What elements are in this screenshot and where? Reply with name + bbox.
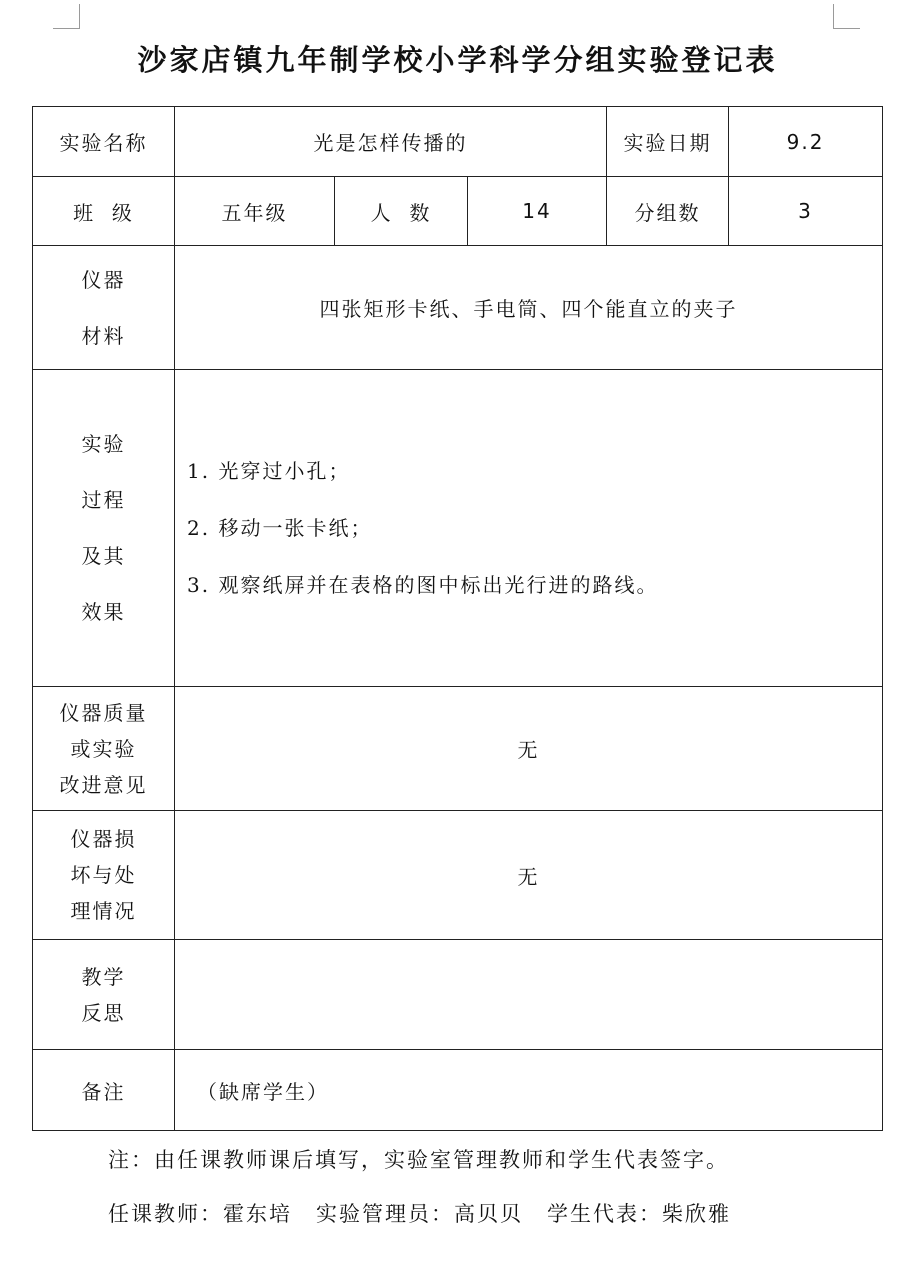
materials-label-line: 仪器 (81, 267, 126, 292)
damage-label (33, 811, 175, 940)
process-label (33, 370, 175, 687)
student-signature: 学生代表：柴欣雅 (547, 1202, 731, 1226)
experiment-date-label: 实验日期 (607, 107, 729, 177)
admin-signature: 实验管理员：高贝贝 (316, 1202, 523, 1226)
materials-label-line: 材料 (81, 323, 126, 348)
corner-mark-top-left (53, 4, 80, 29)
process-label-line: 实验 (81, 432, 126, 456)
quality-value[interactable]: 无 (175, 687, 883, 811)
remarks-value[interactable]: （缺席学生） (175, 1050, 883, 1131)
row-class-info (33, 177, 883, 246)
damage-label-line: 仪器损 (70, 827, 137, 851)
signature-line (108, 1198, 731, 1228)
process-value[interactable] (175, 370, 883, 687)
row-damage (33, 811, 883, 940)
reflection-label-line: 教学 (81, 964, 126, 989)
row-quality (33, 687, 883, 811)
quality-label-line: 或实验 (70, 736, 137, 761)
row-experiment-name (33, 107, 883, 177)
teacher-signature: 任课教师：霍东培 (108, 1202, 292, 1226)
process-step: 3. 观察纸屏并在表格的图中标出光行进的路线。 (187, 572, 659, 597)
process-step: 2. 移动一张卡纸； (187, 515, 373, 540)
corner-mark-top-right (833, 4, 860, 29)
materials-label (33, 246, 175, 370)
instruction-note: 注：由任课教师课后填写，实验室管理教师和学生代表签字。 (108, 1148, 729, 1172)
reflection-label (33, 940, 175, 1050)
page-title: 沙家店镇九年制学校小学科学分组实验登记表 (137, 43, 778, 77)
damage-label-line: 理情况 (70, 899, 137, 923)
damage-label-line: 坏与处 (70, 863, 137, 887)
process-label-line: 及其 (81, 544, 126, 568)
class-label: 班 级 (33, 177, 175, 246)
experiment-name-label: 实验名称 (33, 107, 175, 177)
experiment-name-value[interactable]: 光是怎样传播的 (175, 107, 607, 177)
student-count-label: 人 数 (335, 177, 468, 246)
group-count-value[interactable]: 3 (729, 177, 883, 246)
materials-value[interactable]: 四张矩形卡纸、手电筒、四个能直立的夹子 (175, 246, 883, 370)
damage-value[interactable]: 无 (175, 811, 883, 940)
experiment-date-value[interactable]: 9.2 (729, 107, 883, 177)
row-reflection (33, 940, 883, 1050)
row-process (33, 370, 883, 687)
row-remarks (33, 1050, 883, 1131)
process-step: 1. 光穿过小孔； (187, 458, 351, 483)
group-count-label: 分组数 (607, 177, 729, 246)
registration-form-table (32, 106, 883, 1131)
row-materials (33, 246, 883, 370)
quality-label-line: 改进意见 (59, 772, 148, 797)
process-label-line: 效果 (81, 600, 126, 624)
reflection-value[interactable] (175, 940, 883, 1050)
quality-label (33, 687, 175, 811)
reflection-label-line: 反思 (81, 1000, 126, 1025)
remarks-label: 备注 (33, 1050, 175, 1131)
class-value[interactable]: 五年级 (175, 177, 335, 246)
quality-label-line: 仪器质量 (59, 700, 148, 725)
student-count-value[interactable]: 14 (468, 177, 607, 246)
process-label-line: 过程 (81, 488, 126, 512)
